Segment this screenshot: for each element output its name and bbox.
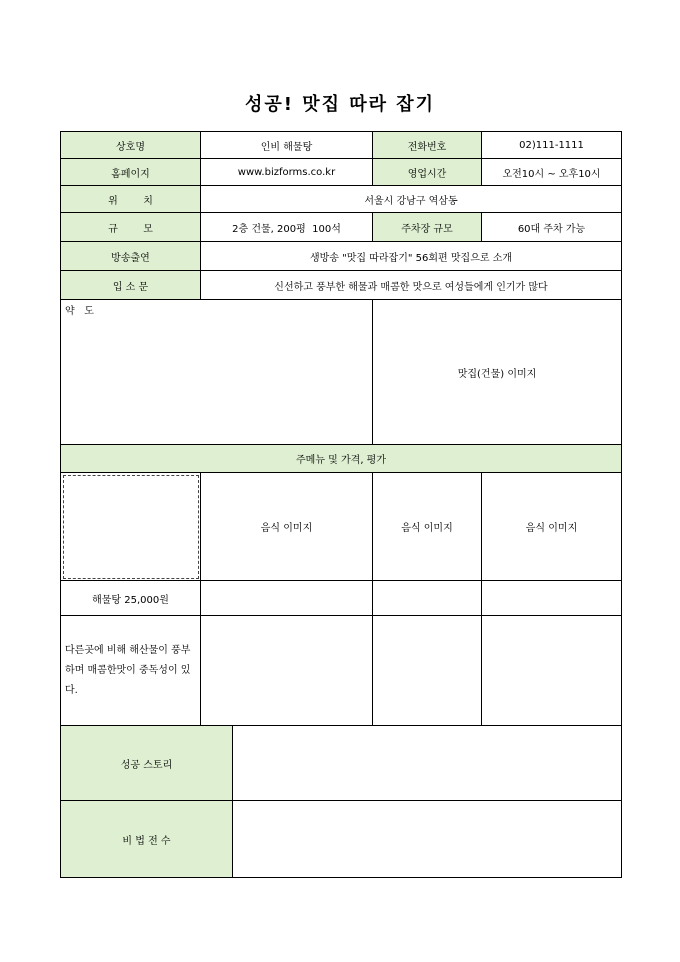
menu-item-price: 해물탕 25,000원 [61, 581, 201, 616]
food-price-1 [201, 581, 373, 616]
food-review-2 [373, 616, 482, 726]
menu-header: 주메뉴 및 가격, 평가 [61, 445, 622, 473]
location-value: 서울시 강남구 역삼동 [201, 186, 622, 213]
row-location [61, 186, 622, 213]
hours-value: 오전10시 ~ 오후10시 [482, 159, 622, 186]
success-story-label: 성공 스토리 [61, 726, 233, 801]
phone-label: 전화번호 [373, 132, 482, 159]
broadcast-value: 생방송 "맛집 따라잡기" 56회편 맛집으로 소개 [201, 242, 622, 271]
row-menu-review [61, 616, 622, 726]
reputation-label: 입 소 문 [61, 271, 201, 300]
menu-image-placeholder [63, 475, 199, 579]
menu-image-cell [61, 473, 201, 581]
row-menu-header [61, 445, 622, 473]
row-success-story [61, 726, 622, 801]
food-image-1: 음식 이미지 [201, 473, 373, 581]
row-food-images [61, 473, 622, 581]
restaurant-form [60, 131, 622, 878]
reputation-value: 신선하고 풍부한 해물과 매콤한 맛으로 여성들에게 인기가 많다 [201, 271, 622, 300]
map-area: 약 도 [61, 300, 373, 445]
food-review-3 [482, 616, 622, 726]
food-price-2 [373, 581, 482, 616]
location-label: 위 치 [61, 186, 201, 213]
homepage-value: www.bizforms.co.kr [201, 159, 373, 186]
food-price-3 [482, 581, 622, 616]
row-broadcast [61, 242, 622, 271]
row-secret [61, 801, 622, 878]
menu-review: 다른곳에 비해 해산물이 풍부하며 매콤한맛이 중독성이 있다. [61, 616, 201, 726]
phone-value: 02)111-1111 [482, 132, 622, 159]
row-menu-price [61, 581, 622, 616]
food-image-2: 음식 이미지 [373, 473, 482, 581]
row-reputation [61, 271, 622, 300]
secret-value [233, 801, 622, 878]
parking-value: 60대 주차 가능 [482, 213, 622, 242]
scale-value: 2층 건물, 200평 100석 [201, 213, 373, 242]
secret-label: 비 법 전 수 [61, 801, 233, 878]
parking-label: 주차장 규모 [373, 213, 482, 242]
building-image-placeholder: 맛집(건물) 이미지 [373, 300, 622, 445]
homepage-label: 홈페이지 [61, 159, 201, 186]
row-map [61, 300, 622, 445]
scale-label: 규 모 [61, 213, 201, 242]
food-image-3: 음식 이미지 [482, 473, 622, 581]
row-scale [61, 213, 622, 242]
store-name-value: 인비 해물탕 [201, 132, 373, 159]
hours-label: 영업시간 [373, 159, 482, 186]
store-name-label: 상호명 [61, 132, 201, 159]
row-homepage [61, 159, 622, 186]
food-review-1 [201, 616, 373, 726]
page-title: 성공! 맛집 따라 잡기 [244, 94, 436, 115]
broadcast-label: 방송출연 [61, 242, 201, 271]
success-story-value [233, 726, 622, 801]
row-store-name [61, 132, 622, 159]
